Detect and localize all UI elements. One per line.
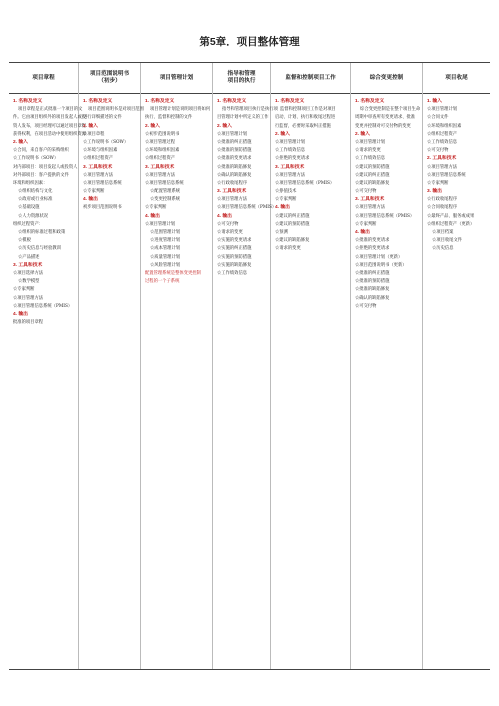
text-line: ☆项目管理方法 (275, 172, 306, 178)
text-line: 目管理计划中所定义的工作 (217, 115, 269, 121)
text-line: 综合变更控制是在整个项目生命 (360, 107, 421, 113)
section-heading: 1. 名称及定义 (275, 99, 305, 104)
text-line: ☆环境与组织因素 (83, 148, 118, 154)
text-line: ☆项目档案 (432, 230, 454, 235)
text-line: ☆人力资源状况 (18, 213, 49, 219)
text-line: ☆项目管理计划 (217, 131, 248, 137)
text-line: ☆行政收尾程序 (427, 197, 458, 203)
text-line: ☆建议的预防措施 (275, 221, 310, 227)
text-line: ☆环境和组织因素 (145, 148, 180, 154)
table-column (423, 63, 490, 669)
text-line: ☆工作绩效信息 (427, 139, 458, 145)
section-heading: 1. 输入 (427, 99, 442, 104)
section-heading: 4. 输出 (83, 197, 98, 203)
section-heading: 3. 输出 (427, 189, 442, 195)
text-line: ☆项目管理计划 (145, 221, 176, 227)
text-line: ☆项目管理信息系统 (145, 180, 184, 186)
text-line: ☆项目管理方法 (355, 205, 386, 211)
text-line: 过程的一个子系统 (145, 279, 180, 285)
section-heading: 3. 工具和技术 (83, 164, 113, 170)
column-header: 指导和管理 项目的执行 (213, 63, 270, 94)
column-body (213, 94, 278, 669)
section-heading: 2. 输入 (275, 131, 290, 137)
text-line: ☆项目收尾文件 (432, 238, 463, 244)
text-line: ☆建议的缺陷修复 (275, 238, 310, 244)
text-line: ☆请求的变更 (275, 246, 301, 252)
text-line: ☆工作绩效信息 (355, 156, 386, 162)
section-heading: 3. 工具和技术 (217, 189, 247, 195)
text-line: 环境和组织因素： (13, 180, 48, 186)
text-line: ☆政府或行业标准 (18, 197, 53, 203)
section-heading: 4. 输出 (145, 213, 160, 219)
section-heading: 3. 工具和技术 (275, 164, 305, 170)
text-line: ☆项目管理方法 (13, 295, 44, 301)
text-line: ☆工作绩效信息 (275, 148, 306, 154)
text-line: ☆专家判断 (145, 205, 167, 211)
text-line: 初步项目范围说明书 (83, 205, 122, 211)
text-line: ☆历史信息 (432, 246, 454, 252)
text-line: ☆可交付物 (217, 221, 239, 227)
table-column (9, 63, 87, 669)
text-line: ☆进度管理计划 (150, 238, 181, 244)
process-table (9, 62, 490, 670)
text-line: ☆合同收尾程序 (427, 205, 458, 211)
text-line: ☆批准的预防措施 (355, 279, 390, 285)
table-column (141, 63, 213, 669)
text-line: ☆项目管理方法 (217, 197, 248, 203)
section-heading: 2. 输入 (355, 131, 370, 137)
section-heading: 3. 工具和技术 (355, 197, 385, 203)
text-line: ☆实施的纠正措施 (217, 246, 252, 252)
column-body (9, 94, 87, 669)
text-line: ☆建议的纠正措施 (355, 172, 390, 178)
text-line: ☆项目管理信息系统 (83, 180, 122, 186)
text-line: ☆请求的变更 (355, 148, 381, 154)
text-line: ☆项目管理方法 (145, 172, 176, 178)
text-line: ☆建议的纠正措施 (275, 213, 310, 219)
column-header: 监督和控制项目工作 (271, 63, 350, 94)
section-heading: 4. 输出 (355, 230, 370, 235)
text-line: 项目范围说明书是对项目范围 (88, 107, 144, 113)
section-heading: 2. 输入 (145, 123, 160, 129)
text-line: ☆项目管理过程 (145, 139, 176, 145)
text-line: ☆产品描述 (18, 254, 40, 260)
text-line: 件。它由项目组织外的项目发起人或投 (13, 115, 87, 121)
text-line: ☆组织过程资产（更新） (427, 221, 475, 227)
text-line: 对外部项目：客户提供的文件 (13, 172, 69, 178)
text-line: ☆项目范围说明书（更新） (355, 262, 407, 268)
text-line: ☆拒绝的变更请求 (275, 156, 310, 162)
text-line: ☆专家判断 (355, 221, 377, 227)
text-line: ☆项目管理计划 (275, 139, 306, 145)
text-line: ☆模板 (18, 238, 31, 244)
section-heading: 1. 名称及定义 (145, 99, 175, 104)
section-heading: 2. 输入 (13, 139, 28, 145)
text-line: 项目章程是正式批准一个项目的文 (18, 107, 83, 113)
text-line: ☆项目选择方法 (13, 270, 44, 276)
section-heading: 3. 工具和技术 (145, 164, 175, 170)
text-line: 资人发布，项目经理可以通过项目章程 (13, 123, 87, 129)
text-line: ☆初步范围说明书 (145, 131, 180, 137)
text-line: ☆专家判断 (275, 197, 297, 203)
text-line: 监督和控制项目工作是对项目 (280, 107, 336, 113)
text-line: 指导和管理项目执行是执行项 (222, 107, 278, 113)
section-heading: 4. 输出 (275, 205, 290, 211)
column-body (271, 94, 350, 669)
text-line: 执行、监督和控制的文件 (145, 115, 193, 121)
text-line: 组织过程资产： (13, 221, 44, 227)
text-line: ☆行政收尾程序 (217, 180, 248, 186)
text-line: ☆预测 (275, 230, 288, 235)
column-body (423, 94, 490, 669)
table-column (351, 63, 423, 669)
text-line: 获得权利，在项目活动中使用组织资源 (13, 131, 87, 137)
text-line: ☆组织的标准过程和政策 (18, 230, 66, 235)
text-line: ☆拒绝的变更请求 (355, 246, 390, 252)
text-line: ☆实施的缺陷修复 (217, 262, 252, 268)
column-header: 项目章程 (9, 63, 78, 94)
text-line: ☆挣值技术 (275, 189, 297, 195)
text-line: ☆专家判断 (13, 287, 35, 293)
text-line: ☆数学模型 (18, 279, 40, 285)
section-heading: 2. 输入 (217, 123, 232, 129)
text-line: ☆确认的缺陷修复 (355, 295, 390, 301)
section-heading: 4. 输出 (217, 213, 232, 219)
section-heading: 1. 名称及定义 (217, 99, 247, 104)
text-line: 行监督，必要时采取纠正措施 (275, 123, 331, 129)
text-line: ☆可交付物 (427, 148, 449, 154)
text-line: ☆工作说明书（SOW） (13, 156, 59, 162)
text-line: ☆变更控制系统 (150, 197, 181, 203)
text-line: ☆项目管理计划 (355, 139, 386, 145)
column-header: 综合变更控制 (351, 63, 422, 94)
text-line: ☆合同文件 (427, 115, 449, 121)
text-line: ☆组织过程资产 (83, 156, 114, 162)
text-line: ☆项目管理信息系统 (427, 172, 466, 178)
section-heading: 1. 名称及定义 (13, 99, 43, 104)
text-line: 启动、计划、执行和收尾过程进 (275, 115, 336, 121)
text-line: ☆成本管理计划 (150, 246, 181, 252)
column-body (79, 94, 144, 669)
table-column (213, 63, 278, 669)
text-line: ☆基础设施 (18, 205, 40, 211)
text-line: ☆项目管理信息系统（PMIS） (275, 180, 335, 186)
column-header: 项目管理计划 (141, 63, 212, 94)
column-header: 项目范围说明书 （初步） (79, 63, 140, 94)
text-line: ☆工作说明书（SOW） (83, 139, 129, 145)
text-line: ☆批准的变更请求 (355, 238, 390, 244)
text-line: ☆批准的纠正措施 (217, 139, 252, 145)
text-line: ☆范围管理计划 (150, 230, 181, 235)
text-line: ☆批准的纠正措施 (355, 270, 390, 276)
text-line: ☆批准的预防措施 (217, 148, 252, 154)
text-line: ☆专家判断 (83, 189, 105, 195)
text-line: ☆质量管理计划 (150, 254, 181, 260)
text-line: 批准的项目章程 (13, 320, 44, 326)
text-line: ☆专家判断 (427, 180, 449, 186)
text-line: ☆可交付物 (355, 303, 377, 309)
text-line: ☆确认的缺陷修复 (217, 172, 252, 178)
text-line: ☆配置管理系统 (150, 189, 181, 195)
text-line: ☆合同，来自客户的采购组织 (13, 148, 69, 154)
text-line: ☆项目管理方法 (427, 164, 458, 170)
text-line: 周期中审查所有变更请求、批准 (355, 115, 416, 121)
section-heading: 3. 工具和技术 (13, 262, 43, 268)
text-line: ☆项目管理计划（更新） (355, 254, 403, 260)
text-line: ☆实施的预防措施 (217, 254, 252, 260)
text-line: ☆项目管理方法 (83, 172, 114, 178)
text-line: ☆实施的变更请求 (217, 238, 252, 244)
text-line: 配置管理系统是整体变更控制 (145, 270, 201, 276)
text-line: ☆风险管理计划 (150, 262, 181, 268)
section-heading: 2. 输入 (83, 123, 98, 129)
text-line: ☆项目管理信息系统（PMIS） (13, 303, 73, 309)
text-line: 进行详细描述的文件 (83, 115, 122, 121)
text-line: ☆项目管理计划 (427, 107, 458, 113)
text-line: ☆环境和组织因素 (427, 123, 462, 129)
text-line: ☆历史信息与经验教训 (18, 246, 61, 252)
text-line: ☆项目管理信息系统（PMIS） (217, 205, 277, 211)
page-title: 第5章．项目整体管理 (199, 36, 300, 48)
section-heading: 1. 名称及定义 (83, 99, 113, 104)
text-line: ☆组织结构与文化 (18, 189, 53, 195)
text-line: ☆建议的缺陷修复 (355, 180, 390, 186)
column-body (141, 94, 212, 669)
text-line: ☆工作绩效信息 (217, 270, 248, 276)
text-line: ☆组织过程资产 (145, 156, 176, 162)
text-line: ☆批准的缺陷修复 (355, 287, 390, 293)
text-line: ☆建议的预防措施 (355, 164, 390, 170)
text-line: 项目管理计划是说明项目将如何 (150, 107, 211, 113)
text-line: 变更并控制对可交付物的变更 (355, 123, 411, 129)
section-heading: 1. 名称及定义 (355, 99, 385, 104)
text-line: ☆请求的变更 (217, 230, 243, 235)
text-line: ☆最终产品、服务或成果 (427, 213, 475, 219)
text-line: ☆项目管理信息系统（PMIS） (355, 213, 415, 219)
section-heading: 4. 输出 (13, 311, 28, 317)
column-header: 项目收尾 (423, 63, 490, 94)
text-line: ☆批准的缺陷修复 (217, 164, 252, 170)
table-column (79, 63, 144, 669)
column-body (351, 94, 422, 669)
text-line: ☆组织过程资产 (427, 131, 458, 137)
table-column (271, 63, 351, 669)
text-line: ☆批准的变更请求 (217, 156, 252, 162)
section-heading: 2. 工具和技术 (427, 156, 457, 162)
text-line: 对内部项目：项目发起人或投资人 (13, 164, 78, 170)
text-line: ☆可交付物 (355, 189, 377, 195)
text-line: ☆项目章程 (83, 131, 105, 137)
